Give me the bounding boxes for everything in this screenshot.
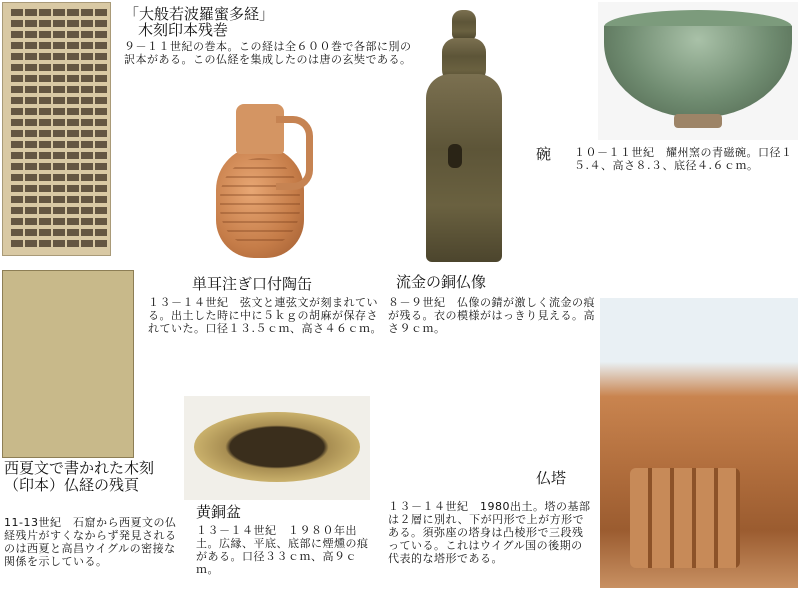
sutra-scroll-image xyxy=(2,2,111,256)
sutra-subtitle: 木刻印本残巻 xyxy=(138,21,229,39)
xixia-sutra-image xyxy=(2,270,134,458)
basin-title: 黄銅盆 xyxy=(196,503,242,521)
brass-basin-photo xyxy=(184,396,370,500)
stupa-title: 仏塔 xyxy=(536,469,567,487)
jug-description: １３－１４世紀 弦文と連弦文が刻まれている。出土した時に中に５ｋｇの胡麻が保存されていた。口径１３.５ｃｍ、高さ４６ｃｍ。 xyxy=(148,296,382,335)
jug-title: 単耳注ぎ口付陶缶 xyxy=(192,275,313,293)
stupa-description: １３－１４世紀 1980出土。塔の基部は２層に別れ、下が円形で上が方形である。須弥座の塔身は凸棱形で三段残っている。これはウイグル国の後期の代表的な塔形である。 xyxy=(388,500,591,565)
buddha-title: 流金の銅仏像 xyxy=(396,273,487,291)
stupa-ruins-photo xyxy=(600,298,798,588)
xixia-title: 西夏文で書かれた木刻（印本）仏経の残頁 xyxy=(4,459,155,494)
basin-description: １３－１４世紀 １９８０年出土。広縁、平底、底部に煙燻の痕がある。口径３３ｃｍ、高９ｃｍ。 xyxy=(196,524,369,576)
buddha-description: ８－９世紀 仏像の錆が激しく流金の痕が残る。衣の模様がはっきり見える。高さ９ｃｍ。 xyxy=(388,296,595,335)
sutra-description: ９－１１世紀の巻本。この経は全６００巻で各部に別の訳本がある。この仏経を集成したのは唐の玄奘である。 xyxy=(124,40,412,66)
bowl-description: １０－１１世紀 耀州窯の青磁碗。口径１５.４、高さ８.３、底径４.６ｃｍ。 xyxy=(574,146,793,172)
bowl-photo xyxy=(598,2,798,140)
buddha-statue-photo xyxy=(412,4,512,266)
sutra-title: 「大般若波羅蜜多経」 xyxy=(124,5,275,23)
jug-photo xyxy=(196,96,324,264)
bowl-title: 碗 xyxy=(536,145,552,163)
xixia-description: 11-13世紀 石窟から西夏文の仏経残片がすくなからず発見されるのは西夏と高昌ウイグルの密接な関係を示している。 xyxy=(4,516,177,568)
